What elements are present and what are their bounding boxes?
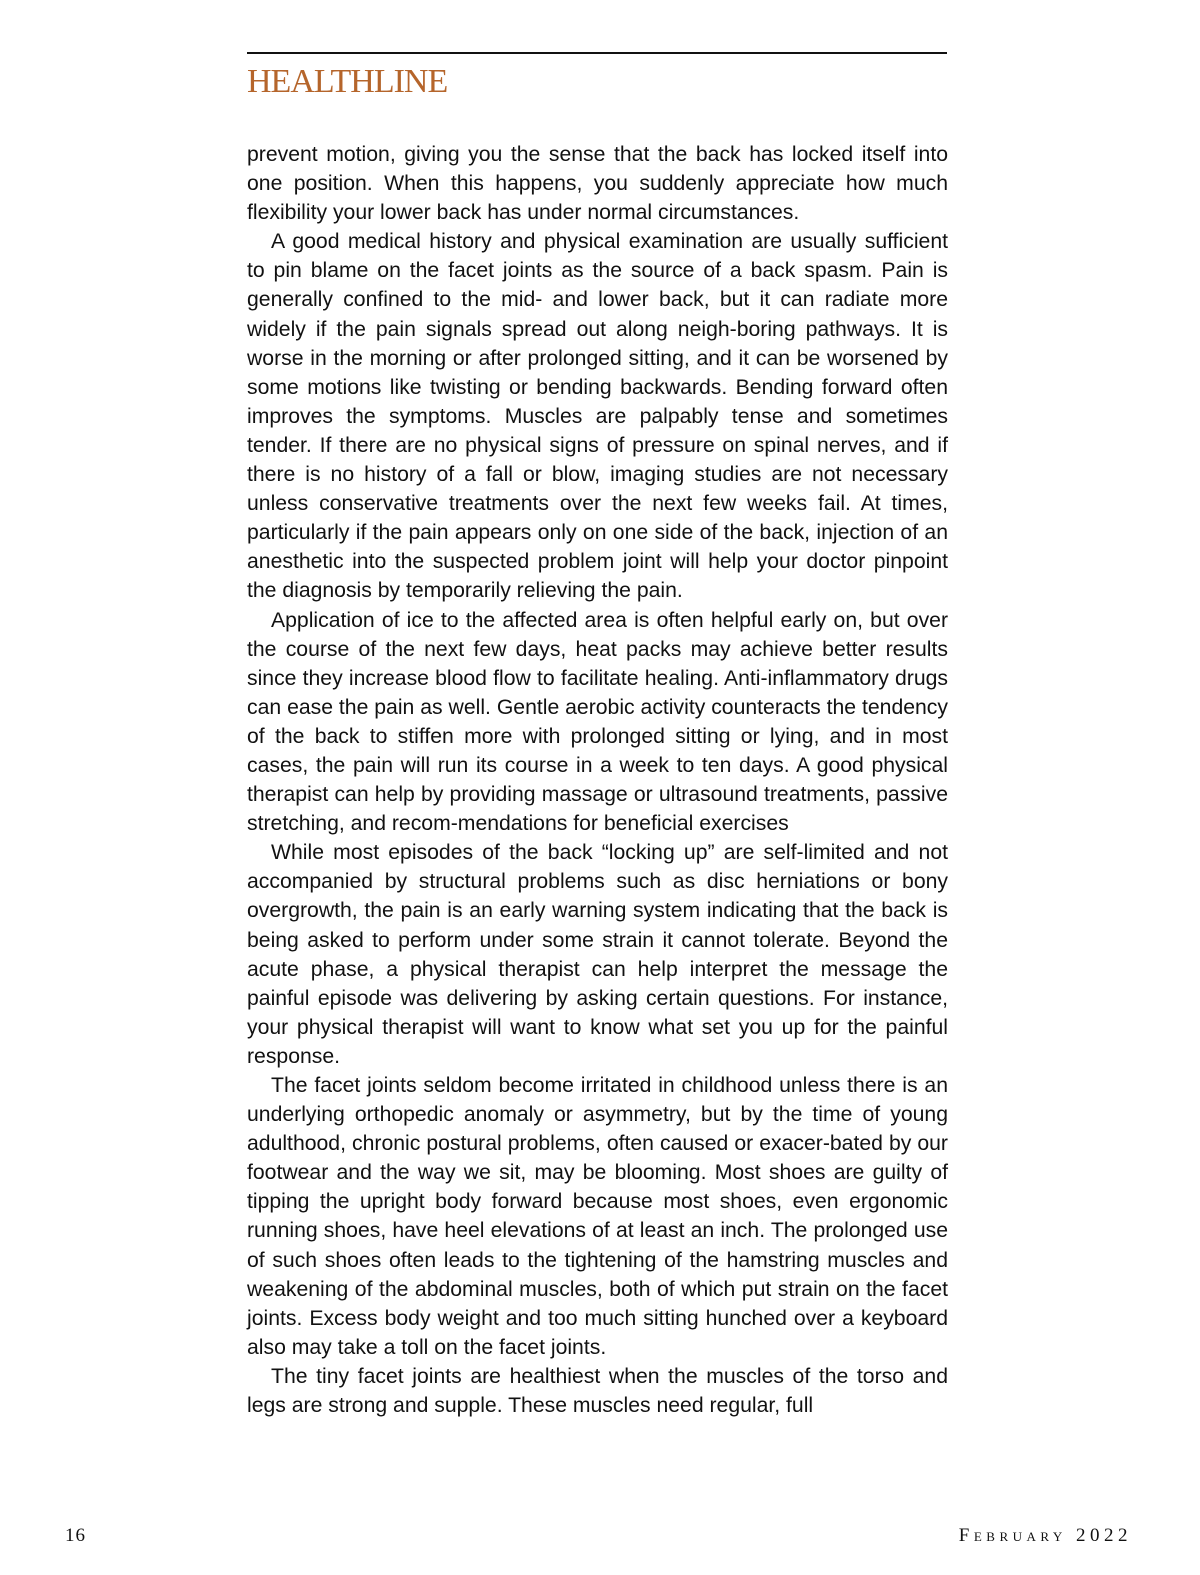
issue-date: February 2022 bbox=[958, 1525, 1132, 1546]
article-paragraph: While most episodes of the back “locking up” are self-limited and not accompanied by structural problems such as disc herniations or bony overgrowth, the pain is an early warning system indicating that the back is being asked to perform under some strain it cannot tolerate. Beyond the acute phase, a physical therapist can help interpret the message the painful episode was delivering by asking certain questions. For instance, your physical therapist will want to know what set you up for the painful response. bbox=[247, 841, 948, 1068]
page-number: 16 bbox=[65, 1525, 86, 1546]
section-title: HEALTHLINE bbox=[247, 63, 448, 100]
header-rule bbox=[247, 52, 947, 54]
article-paragraph: The tiny facet joints are healthiest when the muscles of the torso and legs are strong and supple. These muscles need regular, full bbox=[247, 1364, 948, 1418]
article-paragraph: A good medical history and physical examination are usually sufficient to pin blame on the facet joints as the source of a back spasm. Pain is generally confined to the mid- and lower back, but it can radiate more widely if the pain signals spread out along neigh-boring pathways. It is worse in the morning or after prolonged sitting, and it can be worsened by some motions like twisting or bending backwards. Bending forward often improves the symptoms. Muscles are palpably tense and sometimes tender. If there are no physical signs of pressure on spinal nerves, and if there is no history of a fall or blow, imaging studies are not necessary unless conservative treatments over the next few weeks fail. At times, particularly if the pain appears only on one side of the back, injection of an anesthetic into the suspected problem joint will help your doctor pinpoint the diagnosis by temporarily relieving the pain. bbox=[247, 230, 948, 603]
article-paragraph: The facet joints seldom become irritated in childhood unless there is an underlying orthopedic anomaly or asymmetry, but by the time of young adulthood, chronic postural problems, often caused or exacer-bated by our footwear and the way we sit, may be blooming. Most shoes are guilty of tipping the upright body forward because most shoes, even ergonomic running shoes, have heel elevations of at least an inch. The prolonged use of such shoes often leads to the tightening of the hamstring muscles and weakening of the abdominal muscles, both of which put strain on the facet joints. Excess body weight and too much sitting hunched over a keyboard also may take a toll on the facet joints. bbox=[247, 1074, 948, 1359]
article-paragraph: Application of ice to the affected area is often helpful early on, but over the course of the next few days, heat packs may achieve better results since they increase blood flow to facilitate healing. Anti-inflammatory drugs can ease the pain as well. Gentle aerobic activity counteracts the tendency of the back to stiffen more with prolonged sitting or lying, and in most cases, the pain will run its course in a week to ten days. A good physical therapist can help by providing massage or ultrasound treatments, passive stretching, and recom-mendations for beneficial exercises bbox=[247, 608, 948, 836]
article-paragraph: prevent motion, giving you the sense that the back has locked itself into one position. When this happens, you suddenly appreciate how much flexibility your lower back has under normal circumstances. bbox=[247, 143, 948, 225]
article-body bbox=[247, 140, 948, 1420]
